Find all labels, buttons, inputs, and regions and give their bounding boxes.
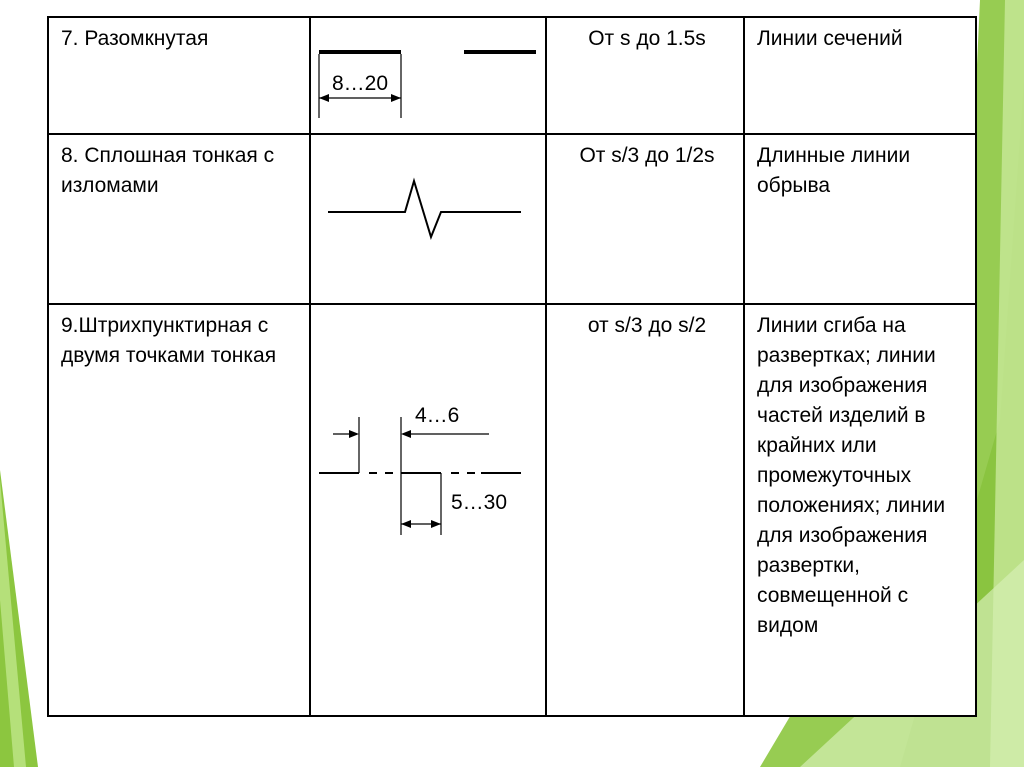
line-types-table: [47, 16, 977, 717]
thickness-cell: [546, 134, 744, 304]
thickness-value: От s до 1.5s: [588, 27, 706, 50]
thickness-cell: [546, 17, 744, 134]
table-row: [48, 17, 976, 134]
zigzag-line-symbol: [311, 135, 545, 303]
table-row: [48, 134, 976, 304]
line-symbol-cell: [310, 304, 546, 716]
dimension-label: 8…20: [332, 72, 389, 95]
line-name-cell: [48, 134, 310, 304]
line-name: 7. Разомкнутая: [61, 27, 209, 50]
dash-double-dot-line-symbol: [311, 305, 545, 715]
dimension-label: 5…30: [451, 491, 508, 514]
usage-text: Линии сечений: [757, 27, 903, 50]
usage-cell: [744, 17, 976, 134]
line-symbol-cell: [310, 134, 546, 304]
usage-text: Длинные линии обрыва: [757, 144, 911, 197]
line-name-cell: [48, 17, 310, 134]
thickness-cell: [546, 304, 744, 716]
usage-cell: [744, 304, 976, 716]
usage-text: Линии сгиба на развертках; линии для изображения частей изделий в крайних или промежуточных положениях; линии для изображения развертки, совмещенной с видом: [757, 314, 946, 637]
line-name: 8. Сплошная тонкая с изломами: [61, 144, 275, 197]
line-name: 9.Штрихпунктирная с двумя точками тонкая: [61, 314, 277, 367]
dimension-label: 4…6: [415, 404, 460, 427]
line-name-cell: [48, 304, 310, 716]
thickness-value: от s/3 до s/2: [587, 314, 707, 337]
table-row: [48, 304, 976, 716]
usage-cell: [744, 134, 976, 304]
open-line-symbol: [311, 18, 545, 133]
thickness-value: От s/3 до 1/2s: [579, 144, 715, 167]
line-symbol-cell: [310, 17, 546, 134]
